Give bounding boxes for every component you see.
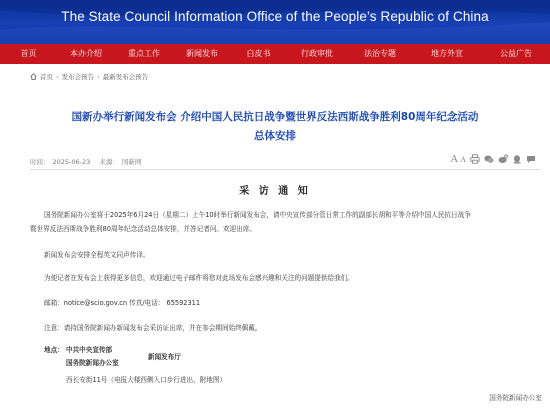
breadcrumb-latest-preview[interactable]: 最新发布会预告 [102, 73, 149, 81]
nav-item-white-papers[interactable]: 白皮书 [246, 49, 271, 58]
site-banner [0, 0, 550, 44]
paragraph-note: 注意：请持国务院新闻办新闻发布会采访证出席，并在参会期间始终佩戴。 [44, 324, 262, 332]
paragraph-interpretation: 新闻发布会安排全程英文同声传译。 [44, 251, 150, 259]
weibo-share-icon[interactable] [498, 154, 508, 164]
notice-heading: 采 访 通 知 [239, 186, 311, 197]
home-icon [30, 73, 37, 80]
wechat-share-icon[interactable] [484, 154, 494, 164]
font-increase-icon[interactable]: A [450, 153, 459, 165]
main-nav [0, 44, 550, 64]
time-label: 时间： [30, 158, 50, 166]
place-org-scio: 国务院新闻办公室 [66, 359, 119, 367]
place-hall: 新闻发布厅 [148, 353, 181, 361]
breadcrumb-separator-icon: › [56, 72, 59, 81]
nav-item-about[interactable]: 本办介绍 [70, 49, 102, 58]
phone-value: 65592311 [166, 299, 201, 307]
article-title [30, 108, 520, 146]
breadcrumb-home[interactable]: 首页 [40, 73, 53, 81]
nav-item-local-publicity[interactable]: 地方外宣 [431, 49, 463, 58]
time-value: 2025-06-23 [52, 158, 91, 166]
article-title-line2: 总体安排 [254, 130, 296, 142]
place-org-publicity-dept: 中共中央宣传部 [66, 346, 113, 354]
source-value: 国新网 [121, 158, 142, 166]
source-label: 来源： [99, 158, 119, 166]
article-meta [30, 157, 144, 166]
paragraph-contact [30, 296, 520, 310]
breadcrumb-separator-icon: › [97, 72, 100, 81]
nav-item-press-release[interactable]: 新闻发布 [186, 49, 218, 58]
nav-item-public-ads[interactable]: 公益广告 [500, 49, 532, 58]
site-title[interactable]: The State Council Information Office of the People’s Republic of China [61, 9, 489, 24]
font-decrease-icon[interactable]: A [460, 154, 466, 164]
nav-item-admin-approval[interactable]: 行政审批 [301, 49, 333, 58]
article-tools [450, 153, 536, 165]
nav-item-home[interactable]: 首页 [20, 49, 37, 58]
place-block [30, 344, 330, 394]
nav-item-key-work[interactable]: 重点工作 [128, 49, 160, 58]
place-label: 地点： [44, 346, 64, 354]
header-divider [30, 169, 540, 170]
article-title-line1: 国新办举行新闻发布会 介绍中国人民抗日战争暨世界反法西斯战争胜利80周年纪念活动 [71, 111, 479, 123]
paragraph-questions: 为便记者在发布会上获得更多信息，欢迎通过电子邮件将您对此场发布会感兴趣和关注的问题提供给我们。 [44, 274, 354, 282]
paragraph-intro [30, 208, 520, 236]
email-value: notice@scio.gov.cn 传真/电话： [63, 299, 165, 307]
breadcrumb-press-preview[interactable]: 发布会预告 [61, 73, 95, 81]
paragraph-intro-line2: 暨世界反法西斯战争胜利80周年纪念活动总体安排，并答记者问。欢迎出席。 [30, 225, 256, 233]
nav-item-rule-of-law[interactable]: 法治专题 [364, 49, 396, 58]
place-address: 西长安街11号（电报大楼西侧入口步行进出，附地图） [66, 376, 227, 384]
print-icon[interactable] [470, 154, 480, 164]
qq-share-icon[interactable] [512, 154, 522, 164]
comment-share-icon[interactable] [526, 154, 536, 164]
breadcrumb [30, 72, 148, 81]
signature-org: 国务院新闻办公室 [489, 394, 542, 402]
email-label: 邮箱： [44, 299, 64, 307]
paragraph-intro-line1: 国务院新闻办公室将于2025年6月24日（星期二）上午10时举行新闻发布会，请中央宣传部分管日常工作的副部长胡和平等介绍中国人民抗日战争 [44, 211, 471, 219]
